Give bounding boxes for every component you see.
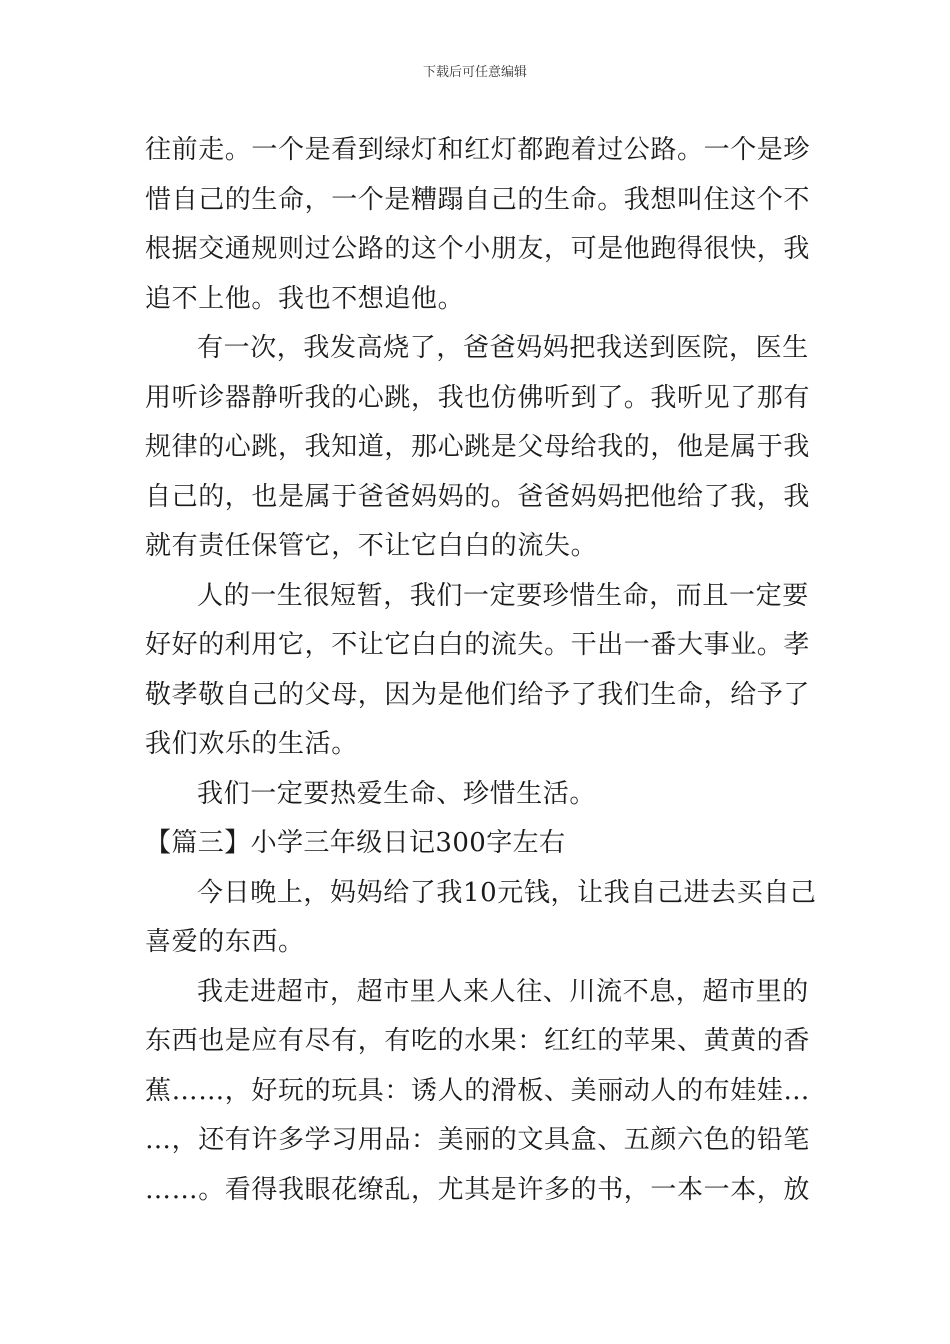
paragraph-6 xyxy=(145,968,811,1216)
text-line: …，还有许多学习用品：美丽的文具盒、五颜六色的铅笔 xyxy=(145,1125,811,1155)
text-line: 规律的心跳，我知道，那心跳是父母给我的，他是属于我 xyxy=(145,432,811,462)
section-heading: 【篇三】小学三年级日记300字左右 xyxy=(145,828,566,858)
text-line: 惜自己的生命，一个是糟蹋自己的生命。我想叫住这个不 xyxy=(145,184,811,215)
paragraph-3 xyxy=(145,572,811,770)
text-line: 蕉……，好玩的玩具：诱人的滑板、美丽动人的布娃娃… xyxy=(145,1075,811,1106)
text-line: 就有责任保管它，不让它白白的流失。 xyxy=(145,531,598,561)
text-line: 我们欢乐的生活。 xyxy=(145,729,358,759)
document-body xyxy=(145,126,817,1215)
text-line: 东西也是应有尽有，有吃的水果：红红的苹果、黄黄的香 xyxy=(145,1026,811,1056)
text-line: 敬孝敬自己的父母，因为是他们给予了我们生命，给予了 xyxy=(145,679,811,710)
text-line: ……。看得我眼花缭乱，尤其是许多的书，一本一本，放 xyxy=(145,1174,811,1205)
text-line: 追不上他。我也不想追他。 xyxy=(145,283,465,314)
text-line: 自己的，也是属于爸爸妈妈的。爸爸妈妈把他给了我，我 xyxy=(145,481,811,512)
text-line: 人的一生很短暂，我们一定要珍惜生命，而且一定要 xyxy=(197,580,809,611)
paragraph-1 xyxy=(145,126,811,324)
text-line: 好好的利用它，不让它白白的流失。干出一番大事业。孝 xyxy=(145,630,811,660)
paragraph-5 xyxy=(145,869,817,968)
paragraph-2 xyxy=(145,324,811,572)
text-line: 喜爱的东西。 xyxy=(145,927,305,957)
text-line: 用听诊器静听我的心跳，我也仿佛听到了。我听见了那有 xyxy=(145,382,811,413)
text-line: 根据交通规则过公路的这个小朋友，可是他跑得很快，我 xyxy=(145,234,811,264)
text-line: 我走进超市，超市里人来人往、川流不息，超市里的 xyxy=(197,976,809,1007)
text-line: 今日晚上，妈妈给了我10元钱，让我自己进去买自己 xyxy=(197,877,817,908)
text-line: 有一次，我发高烧了，爸爸妈妈把我送到医院，医生 xyxy=(197,333,809,363)
paragraph-4 xyxy=(145,770,807,820)
text-line: 我们一定要热爱生命、珍惜生活。 xyxy=(197,778,597,809)
page-header: 下载后可任意编辑 xyxy=(422,65,527,80)
text-line: 往前走。一个是看到绿灯和红灯都跑着过公路。一个是珍 xyxy=(145,135,811,165)
